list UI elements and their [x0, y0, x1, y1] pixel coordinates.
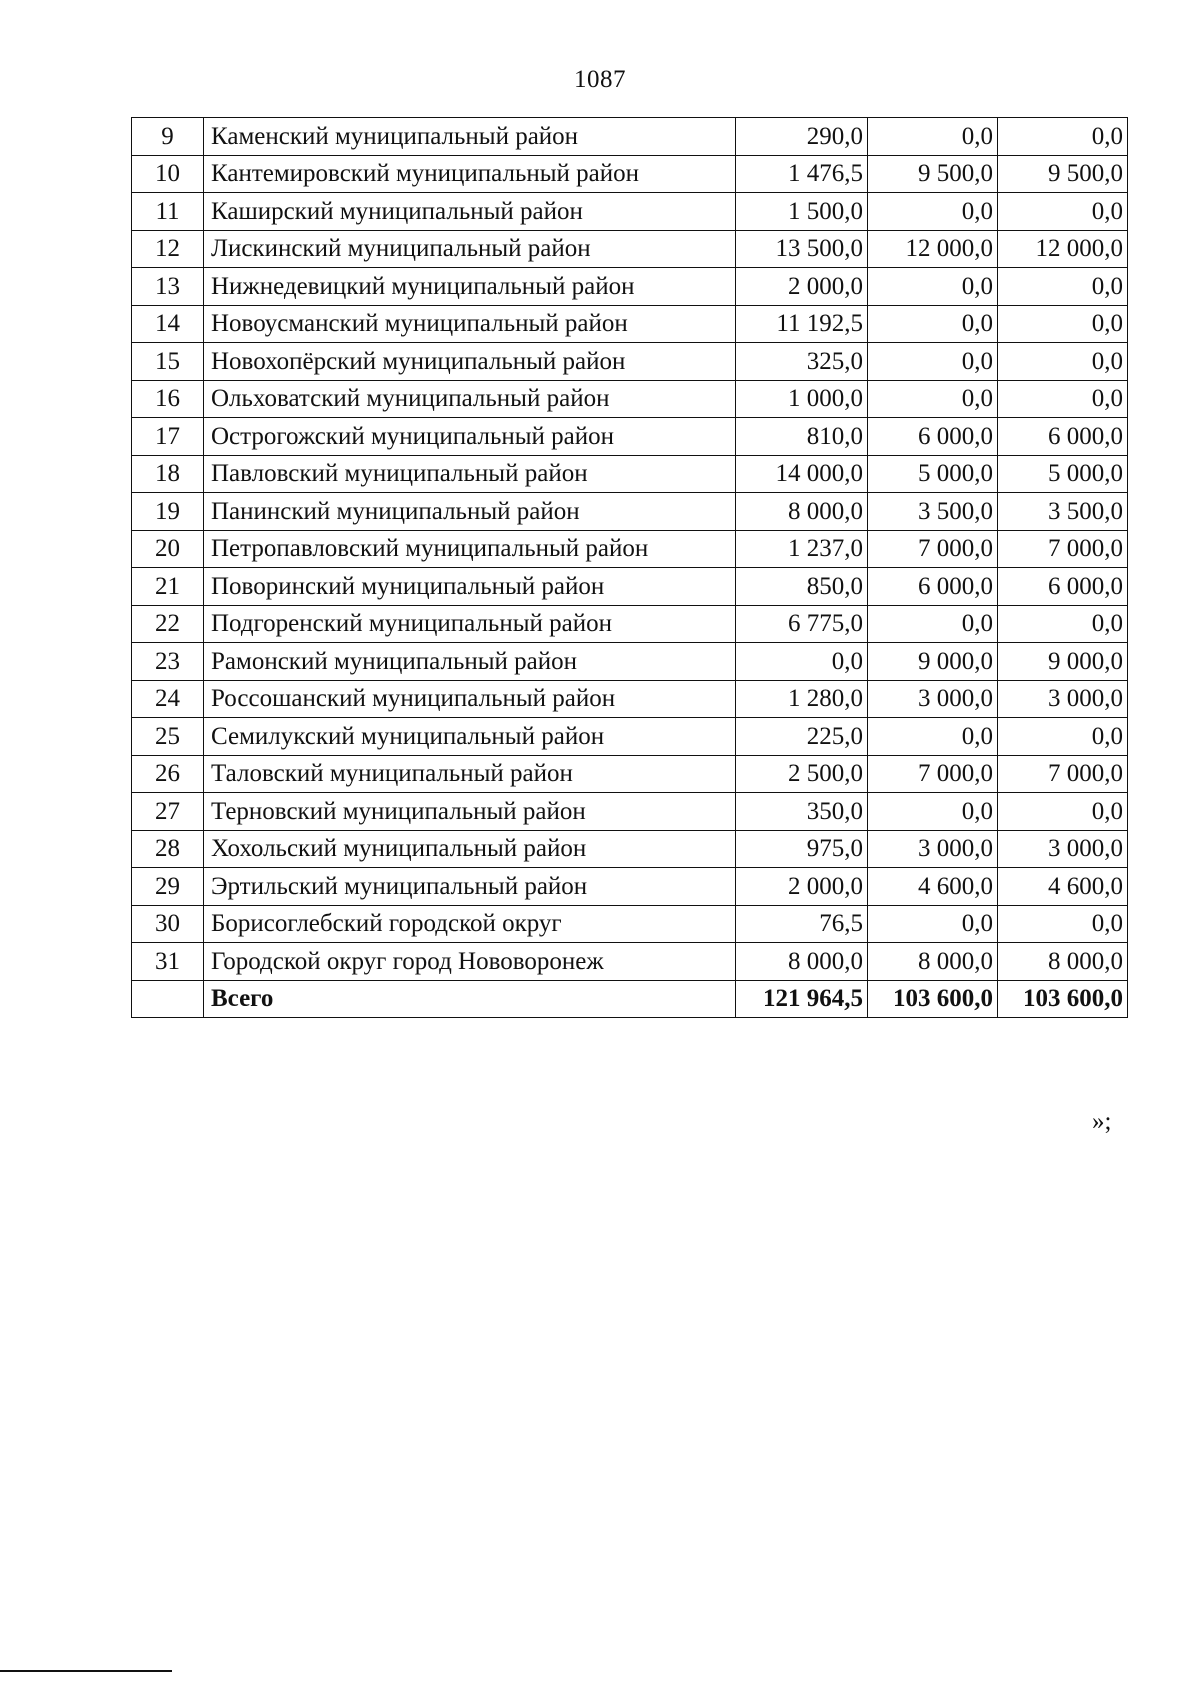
municipality-name-cell: Россошанский муниципальный район	[204, 680, 736, 718]
amount-cell-3: 0,0	[998, 380, 1128, 418]
row-number-cell: 20	[132, 530, 204, 568]
municipality-name-cell: Панинский муниципальный район	[204, 493, 736, 531]
table-row	[132, 455, 1128, 493]
municipality-name-cell: Рамонский муниципальный район	[204, 643, 736, 681]
amount-cell-3: 0,0	[998, 343, 1128, 381]
table-row	[132, 868, 1128, 906]
table-row	[132, 230, 1128, 268]
amount-cell-3: 6 000,0	[998, 418, 1128, 456]
amount-cell-3: 9 000,0	[998, 643, 1128, 681]
row-number-cell: 22	[132, 605, 204, 643]
municipality-name-cell: Новоусманский муниципальный район	[204, 305, 736, 343]
amount-cell-3: 8 000,0	[998, 943, 1128, 981]
amount-cell-2: 3 000,0	[868, 680, 998, 718]
amount-cell-3: 3 000,0	[998, 830, 1128, 868]
municipality-name-cell: Хохольский муниципальный район	[204, 830, 736, 868]
municipality-name-cell: Борисоглебский городской округ	[204, 905, 736, 943]
municipality-name-cell: Городской округ город Нововоронеж	[204, 943, 736, 981]
amount-cell-3: 0,0	[998, 268, 1128, 306]
amount-cell-1: 850,0	[736, 568, 868, 606]
amount-cell-1: 1 500,0	[736, 193, 868, 231]
row-number-cell: 25	[132, 718, 204, 756]
amount-cell-3: 7 000,0	[998, 530, 1128, 568]
table-row	[132, 343, 1128, 381]
amount-cell-2: 0,0	[868, 305, 998, 343]
municipality-name-cell: Поворинский муниципальный район	[204, 568, 736, 606]
total-row	[132, 980, 1128, 1018]
amount-cell-3: 3 500,0	[998, 493, 1128, 531]
row-number-cell: 27	[132, 793, 204, 831]
amount-cell-2: 0,0	[868, 193, 998, 231]
amount-cell-3: 7 000,0	[998, 755, 1128, 793]
municipality-name-cell: Лискинский муниципальный район	[204, 230, 736, 268]
municipality-name-cell: Ольховатский муниципальный район	[204, 380, 736, 418]
row-number-cell: 17	[132, 418, 204, 456]
municipality-name-cell: Острогожский муниципальный район	[204, 418, 736, 456]
municipality-name-cell: Терновский муниципальный район	[204, 793, 736, 831]
amount-cell-1: 2 000,0	[736, 868, 868, 906]
table-row	[132, 530, 1128, 568]
row-number-cell: 9	[132, 118, 204, 156]
amount-cell-3: 0,0	[998, 793, 1128, 831]
amount-cell-1: 325,0	[736, 343, 868, 381]
row-number-cell: 28	[132, 830, 204, 868]
municipality-name-cell: Эртильский муниципальный район	[204, 868, 736, 906]
table-row	[132, 905, 1128, 943]
amount-cell-1: 290,0	[736, 118, 868, 156]
amount-cell-3: 0,0	[998, 193, 1128, 231]
page-number: 1087	[574, 66, 626, 93]
amount-cell-2: 6 000,0	[868, 418, 998, 456]
amount-cell-1: 1 280,0	[736, 680, 868, 718]
row-number-cell: 14	[132, 305, 204, 343]
row-number-cell: 10	[132, 155, 204, 193]
amount-cell-3: 3 000,0	[998, 680, 1128, 718]
amount-cell-2: 7 000,0	[868, 755, 998, 793]
municipality-name-cell: Павловский муниципальный район	[204, 455, 736, 493]
table-row	[132, 418, 1128, 456]
amount-cell-3: 0,0	[998, 605, 1128, 643]
total-amount-cell-3: 103 600,0	[998, 980, 1128, 1018]
amount-cell-2: 0,0	[868, 718, 998, 756]
amount-cell-1: 1 000,0	[736, 380, 868, 418]
budget-allocation-table	[131, 117, 1128, 1018]
table-row	[132, 755, 1128, 793]
amount-cell-1: 2 500,0	[736, 755, 868, 793]
amount-cell-2: 4 600,0	[868, 868, 998, 906]
amount-cell-3: 6 000,0	[998, 568, 1128, 606]
table-row	[132, 493, 1128, 531]
amount-cell-1: 2 000,0	[736, 268, 868, 306]
table-row	[132, 305, 1128, 343]
amount-cell-2: 8 000,0	[868, 943, 998, 981]
amount-cell-2: 0,0	[868, 793, 998, 831]
amount-cell-2: 7 000,0	[868, 530, 998, 568]
amount-cell-1: 225,0	[736, 718, 868, 756]
table-row	[132, 268, 1128, 306]
amount-cell-2: 12 000,0	[868, 230, 998, 268]
amount-cell-2: 0,0	[868, 343, 998, 381]
total-amount-cell-1: 121 964,5	[736, 980, 868, 1018]
table-row	[132, 793, 1128, 831]
amount-cell-3: 0,0	[998, 718, 1128, 756]
row-number-cell: 19	[132, 493, 204, 531]
row-number-cell: 30	[132, 905, 204, 943]
amount-cell-1: 1 476,5	[736, 155, 868, 193]
amount-cell-2: 3 500,0	[868, 493, 998, 531]
amount-cell-1: 8 000,0	[736, 943, 868, 981]
amount-cell-3: 0,0	[998, 118, 1128, 156]
amount-cell-3: 9 500,0	[998, 155, 1128, 193]
table-row	[132, 830, 1128, 868]
amount-cell-2: 0,0	[868, 380, 998, 418]
amount-cell-2: 3 000,0	[868, 830, 998, 868]
amount-cell-3: 12 000,0	[998, 230, 1128, 268]
row-number-cell: 16	[132, 380, 204, 418]
closing-quote-mark: »;	[1092, 1108, 1112, 1135]
row-number-cell: 29	[132, 868, 204, 906]
amount-cell-1: 6 775,0	[736, 605, 868, 643]
table-row	[132, 943, 1128, 981]
footnote-rule	[0, 1670, 172, 1672]
table-row	[132, 680, 1128, 718]
row-number-cell: 21	[132, 568, 204, 606]
amount-cell-3: 5 000,0	[998, 455, 1128, 493]
amount-cell-1: 975,0	[736, 830, 868, 868]
row-number-cell: 11	[132, 193, 204, 231]
amount-cell-1: 14 000,0	[736, 455, 868, 493]
municipality-name-cell: Каменский муниципальный район	[204, 118, 736, 156]
amount-cell-1: 1 237,0	[736, 530, 868, 568]
amount-cell-3: 0,0	[998, 305, 1128, 343]
table-row	[132, 193, 1128, 231]
amount-cell-1: 13 500,0	[736, 230, 868, 268]
amount-cell-2: 6 000,0	[868, 568, 998, 606]
amount-cell-1: 8 000,0	[736, 493, 868, 531]
table-row	[132, 118, 1128, 156]
row-number-cell: 18	[132, 455, 204, 493]
amount-cell-2: 5 000,0	[868, 455, 998, 493]
amount-cell-2: 0,0	[868, 118, 998, 156]
amount-cell-3: 0,0	[998, 905, 1128, 943]
row-number-cell: 23	[132, 643, 204, 681]
row-number-cell: 26	[132, 755, 204, 793]
table-body	[132, 118, 1128, 1018]
amount-cell-2: 9 000,0	[868, 643, 998, 681]
municipality-name-cell: Каширский муниципальный район	[204, 193, 736, 231]
table-row	[132, 380, 1128, 418]
total-municipality-name-cell: Всего	[204, 980, 736, 1018]
table-row	[132, 643, 1128, 681]
amount-cell-1: 810,0	[736, 418, 868, 456]
amount-cell-1: 76,5	[736, 905, 868, 943]
amount-cell-2: 0,0	[868, 268, 998, 306]
amount-cell-2: 0,0	[868, 905, 998, 943]
amount-cell-1: 11 192,5	[736, 305, 868, 343]
total-row-number-cell	[132, 980, 204, 1018]
municipality-name-cell: Новохопёрский муниципальный район	[204, 343, 736, 381]
table-row	[132, 155, 1128, 193]
table-row	[132, 568, 1128, 606]
amount-cell-3: 4 600,0	[998, 868, 1128, 906]
municipality-name-cell: Семилукский муниципальный район	[204, 718, 736, 756]
row-number-cell: 13	[132, 268, 204, 306]
row-number-cell: 15	[132, 343, 204, 381]
row-number-cell: 24	[132, 680, 204, 718]
amount-cell-2: 9 500,0	[868, 155, 998, 193]
municipality-name-cell: Нижнедевицкий муниципальный район	[204, 268, 736, 306]
row-number-cell: 31	[132, 943, 204, 981]
amount-cell-2: 0,0	[868, 605, 998, 643]
table-row	[132, 718, 1128, 756]
municipality-name-cell: Петропавловский муниципальный район	[204, 530, 736, 568]
amount-cell-1: 0,0	[736, 643, 868, 681]
amount-cell-1: 350,0	[736, 793, 868, 831]
municipality-name-cell: Таловский муниципальный район	[204, 755, 736, 793]
municipality-name-cell: Подгоренский муниципальный район	[204, 605, 736, 643]
table-row	[132, 605, 1128, 643]
municipality-name-cell: Кантемировский муниципальный район	[204, 155, 736, 193]
total-amount-cell-2: 103 600,0	[868, 980, 998, 1018]
row-number-cell: 12	[132, 230, 204, 268]
